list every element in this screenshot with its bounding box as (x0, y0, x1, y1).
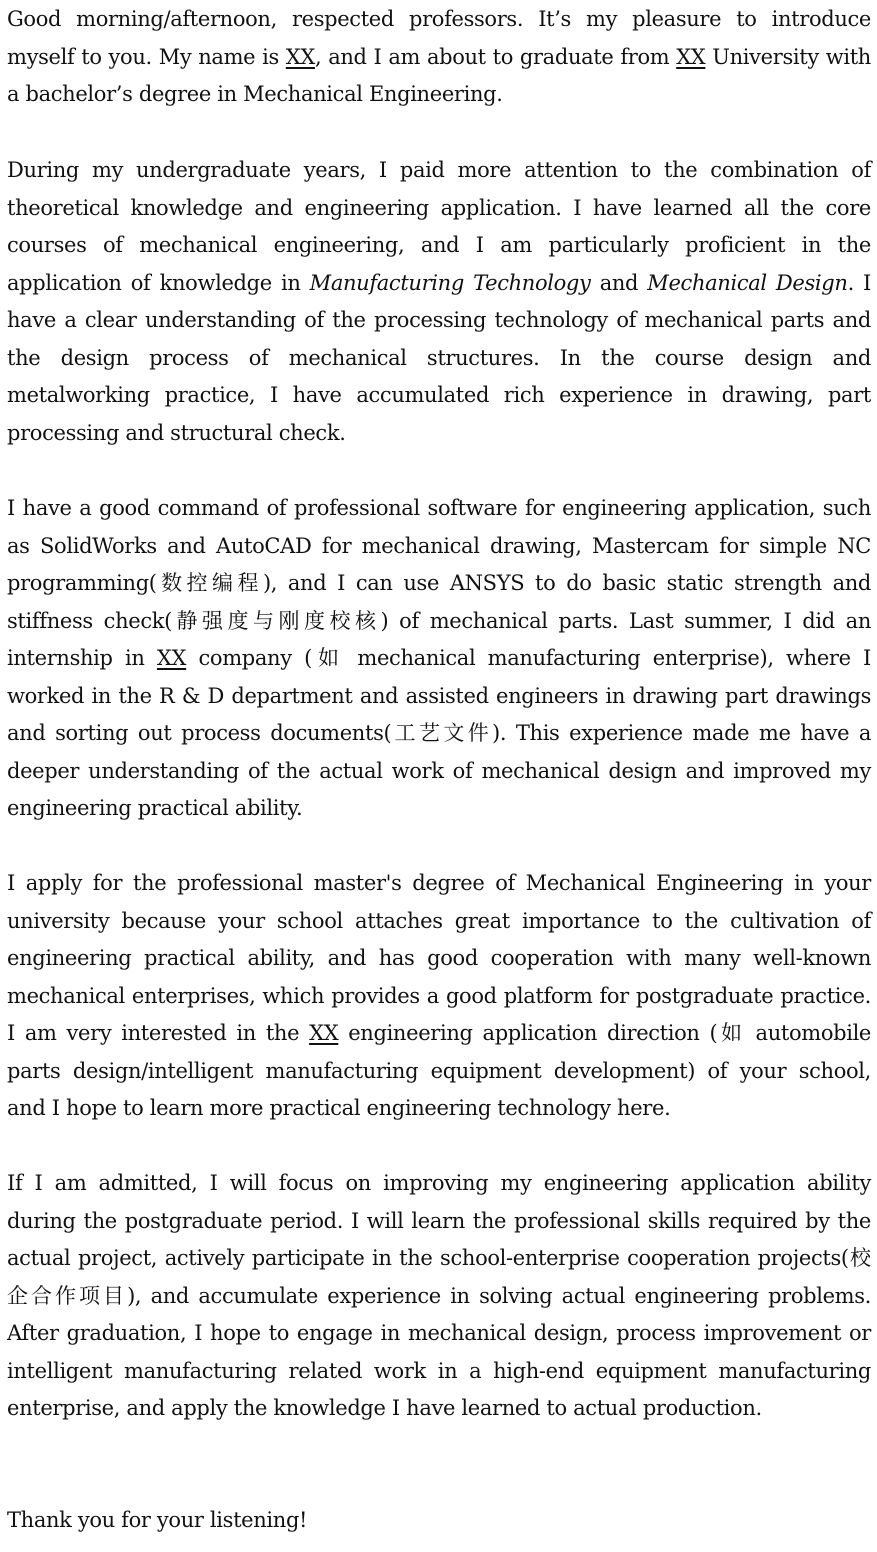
placeholder-direction: XX (309, 1021, 339, 1045)
text-run: University with a bachelor’s degree in Mechanical Engineering. (7, 44, 871, 106)
paragraph-skills-internship (7, 490, 871, 828)
placeholder-name: XX (285, 44, 315, 69)
text-run: I apply for the professional master's degree of Mechanical Engineering in your university because your school attaches great importance to the cultivation of engineering practical ability, and has good cooperation with many well-known mechanical enterprises, which provides a good platform for postgraduate practice. I am very interested in the (7, 871, 871, 1045)
paragraph-closing (7, 1502, 871, 1540)
text-run: If I am admitted, I will focus on improving my engineering application ability during the postgraduate period. I will learn the professional skills required by the actual project, actively participate in the school-enterprise cooperation projects( (7, 1171, 871, 1270)
placeholder-university: XX (676, 44, 706, 69)
paragraph-introduction (7, 1, 871, 114)
chinese-annotation: 如 (311, 646, 346, 670)
text-run: During my undergraduate years, I paid more attention to the combination of theoretical knowledge and engineering application. I have learned all the core courses of mechanical engineering, and I am particularly proficient in the application of knowledge in (7, 158, 871, 295)
text-run: company ( (186, 646, 312, 670)
text-run: , and I am about to graduate from (314, 44, 677, 69)
text-run: engineering application direction ( (338, 1021, 718, 1045)
chinese-annotation: 静强度与刚度校核 (171, 608, 381, 633)
text-run: ) of mechanical parts. Last summer, I did an internship in (7, 608, 872, 670)
chinese-annotation: 如 (717, 1021, 746, 1045)
text-run: ). This experience made me have a deeper understanding of the actual work of mechanical design and improved my engineering practical ability. (7, 721, 871, 820)
text-run: ), and accumulate experience in solving actual engineering problems. After graduation, I hope to engage in mechanical design, process improvement or intelligent manufacturing related work in a high-end equipment manufacturing enterprise, and apply the knowledge I have learned to actual production. (7, 1283, 871, 1420)
chinese-annotation: 校企合作项目 (7, 1246, 871, 1308)
paragraph-undergraduate (7, 152, 871, 452)
paragraph-future-plans (7, 1165, 871, 1428)
text-run: Good morning/afternoon, respected professors. It’s my pleasure to introduce myself to you. My name is (7, 7, 871, 69)
paragraph-application-reason (7, 865, 871, 1128)
text-run: Thank you for your listening! (7, 1508, 308, 1532)
course-name-italic: Manufacturing Technology (309, 270, 591, 295)
text-run: and (590, 270, 648, 295)
text-run: automobile parts design/intelligent manufacturing equipment development) of your school, and I hope to learn more practical engineering technology here. (7, 1021, 872, 1120)
text-run: ), and I can use ANSYS to do basic static strength and stiffness check( (7, 571, 872, 633)
course-name-italic: Mechanical Design (647, 270, 848, 295)
placeholder-company: XX (156, 646, 187, 670)
text-run: I have a good command of professional software for engineering application, such as SolidWorks and AutoCAD for mechanical drawing, Mastercam for simple NC programming( (7, 496, 871, 595)
text-run: mechanical manufacturing enterprise), where I worked in the R & D department and assisted engineers in drawing part drawings and sorting out process documents( (7, 646, 871, 745)
chinese-annotation: 工艺文件 (391, 721, 493, 745)
text-run: . I have a clear understanding of the processing technology of mechanical parts and the design process of mechanical structures. In the course design and metalworking practice, I have accumulated rich experience in drawing, part processing and structural check. (7, 270, 871, 445)
chinese-annotation: 数控编程 (156, 571, 263, 595)
